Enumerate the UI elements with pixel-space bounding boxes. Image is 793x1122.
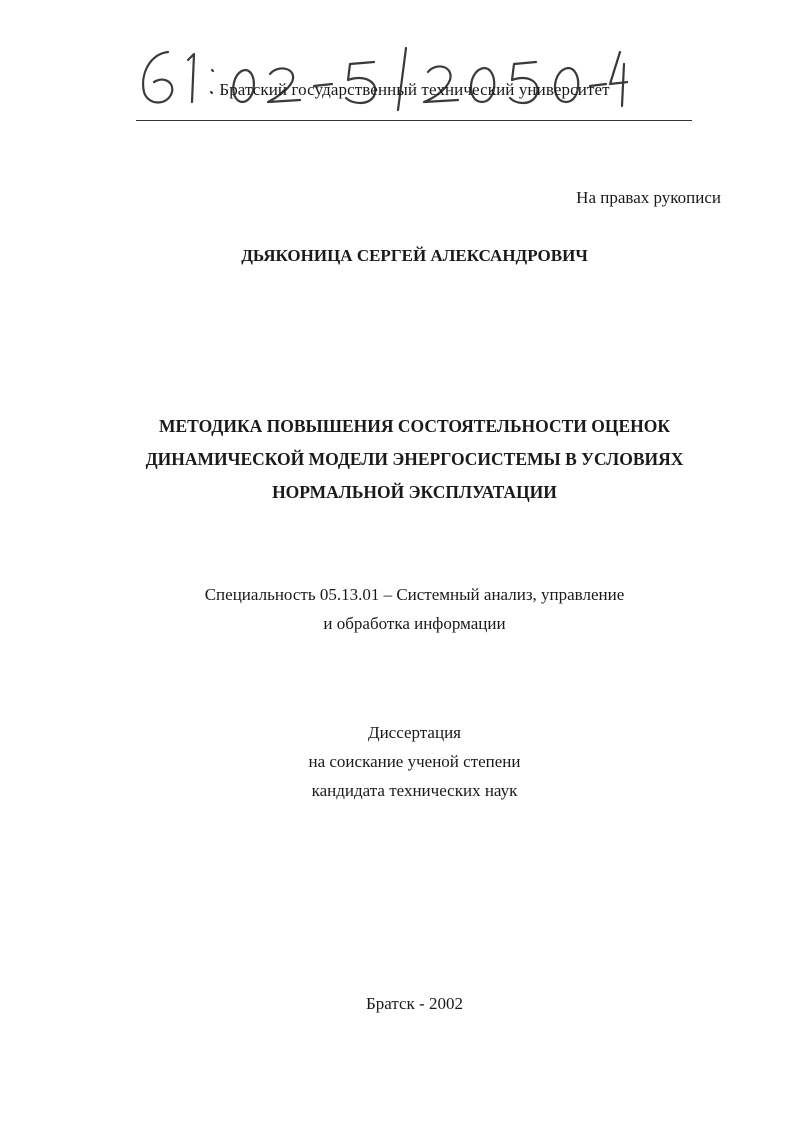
place-year: Братск - 2002	[366, 994, 463, 1013]
title-line: ДИНАМИЧЕСКОЙ МОДЕЛИ ЭНЕРГОСИСТЕМЫ В УСЛОВИЯХ	[145, 449, 684, 469]
handwritten-catalog-number	[128, 40, 628, 112]
title-line: МЕТОДИКА ПОВЫШЕНИЯ СОСТОЯТЕЛЬНОСТИ ОЦЕНОК	[158, 416, 671, 436]
specialty-block	[0, 580, 793, 638]
specialty-line: Специальность 05.13.01 – Системный анализ, управление	[204, 585, 625, 604]
university-name: Братский государственный технический университет	[219, 80, 610, 99]
header-divider	[136, 120, 692, 121]
specialty-line: и обработка информации	[323, 614, 506, 633]
degree-line: Диссертация	[367, 723, 461, 742]
degree-block	[0, 718, 793, 805]
rights-note: На правах рукописи	[576, 188, 721, 207]
degree-line: кандидата технических наук	[311, 781, 518, 800]
degree-line: на соискание ученой степени	[308, 752, 521, 771]
author-name: ДЬЯКОНИЦА СЕРГЕЙ АЛЕКСАНДРОВИЧ	[241, 246, 588, 265]
dissertation-title	[0, 410, 793, 509]
title-line: НОРМАЛЬНОЙ ЭКСПЛУАТАЦИИ	[272, 482, 557, 502]
